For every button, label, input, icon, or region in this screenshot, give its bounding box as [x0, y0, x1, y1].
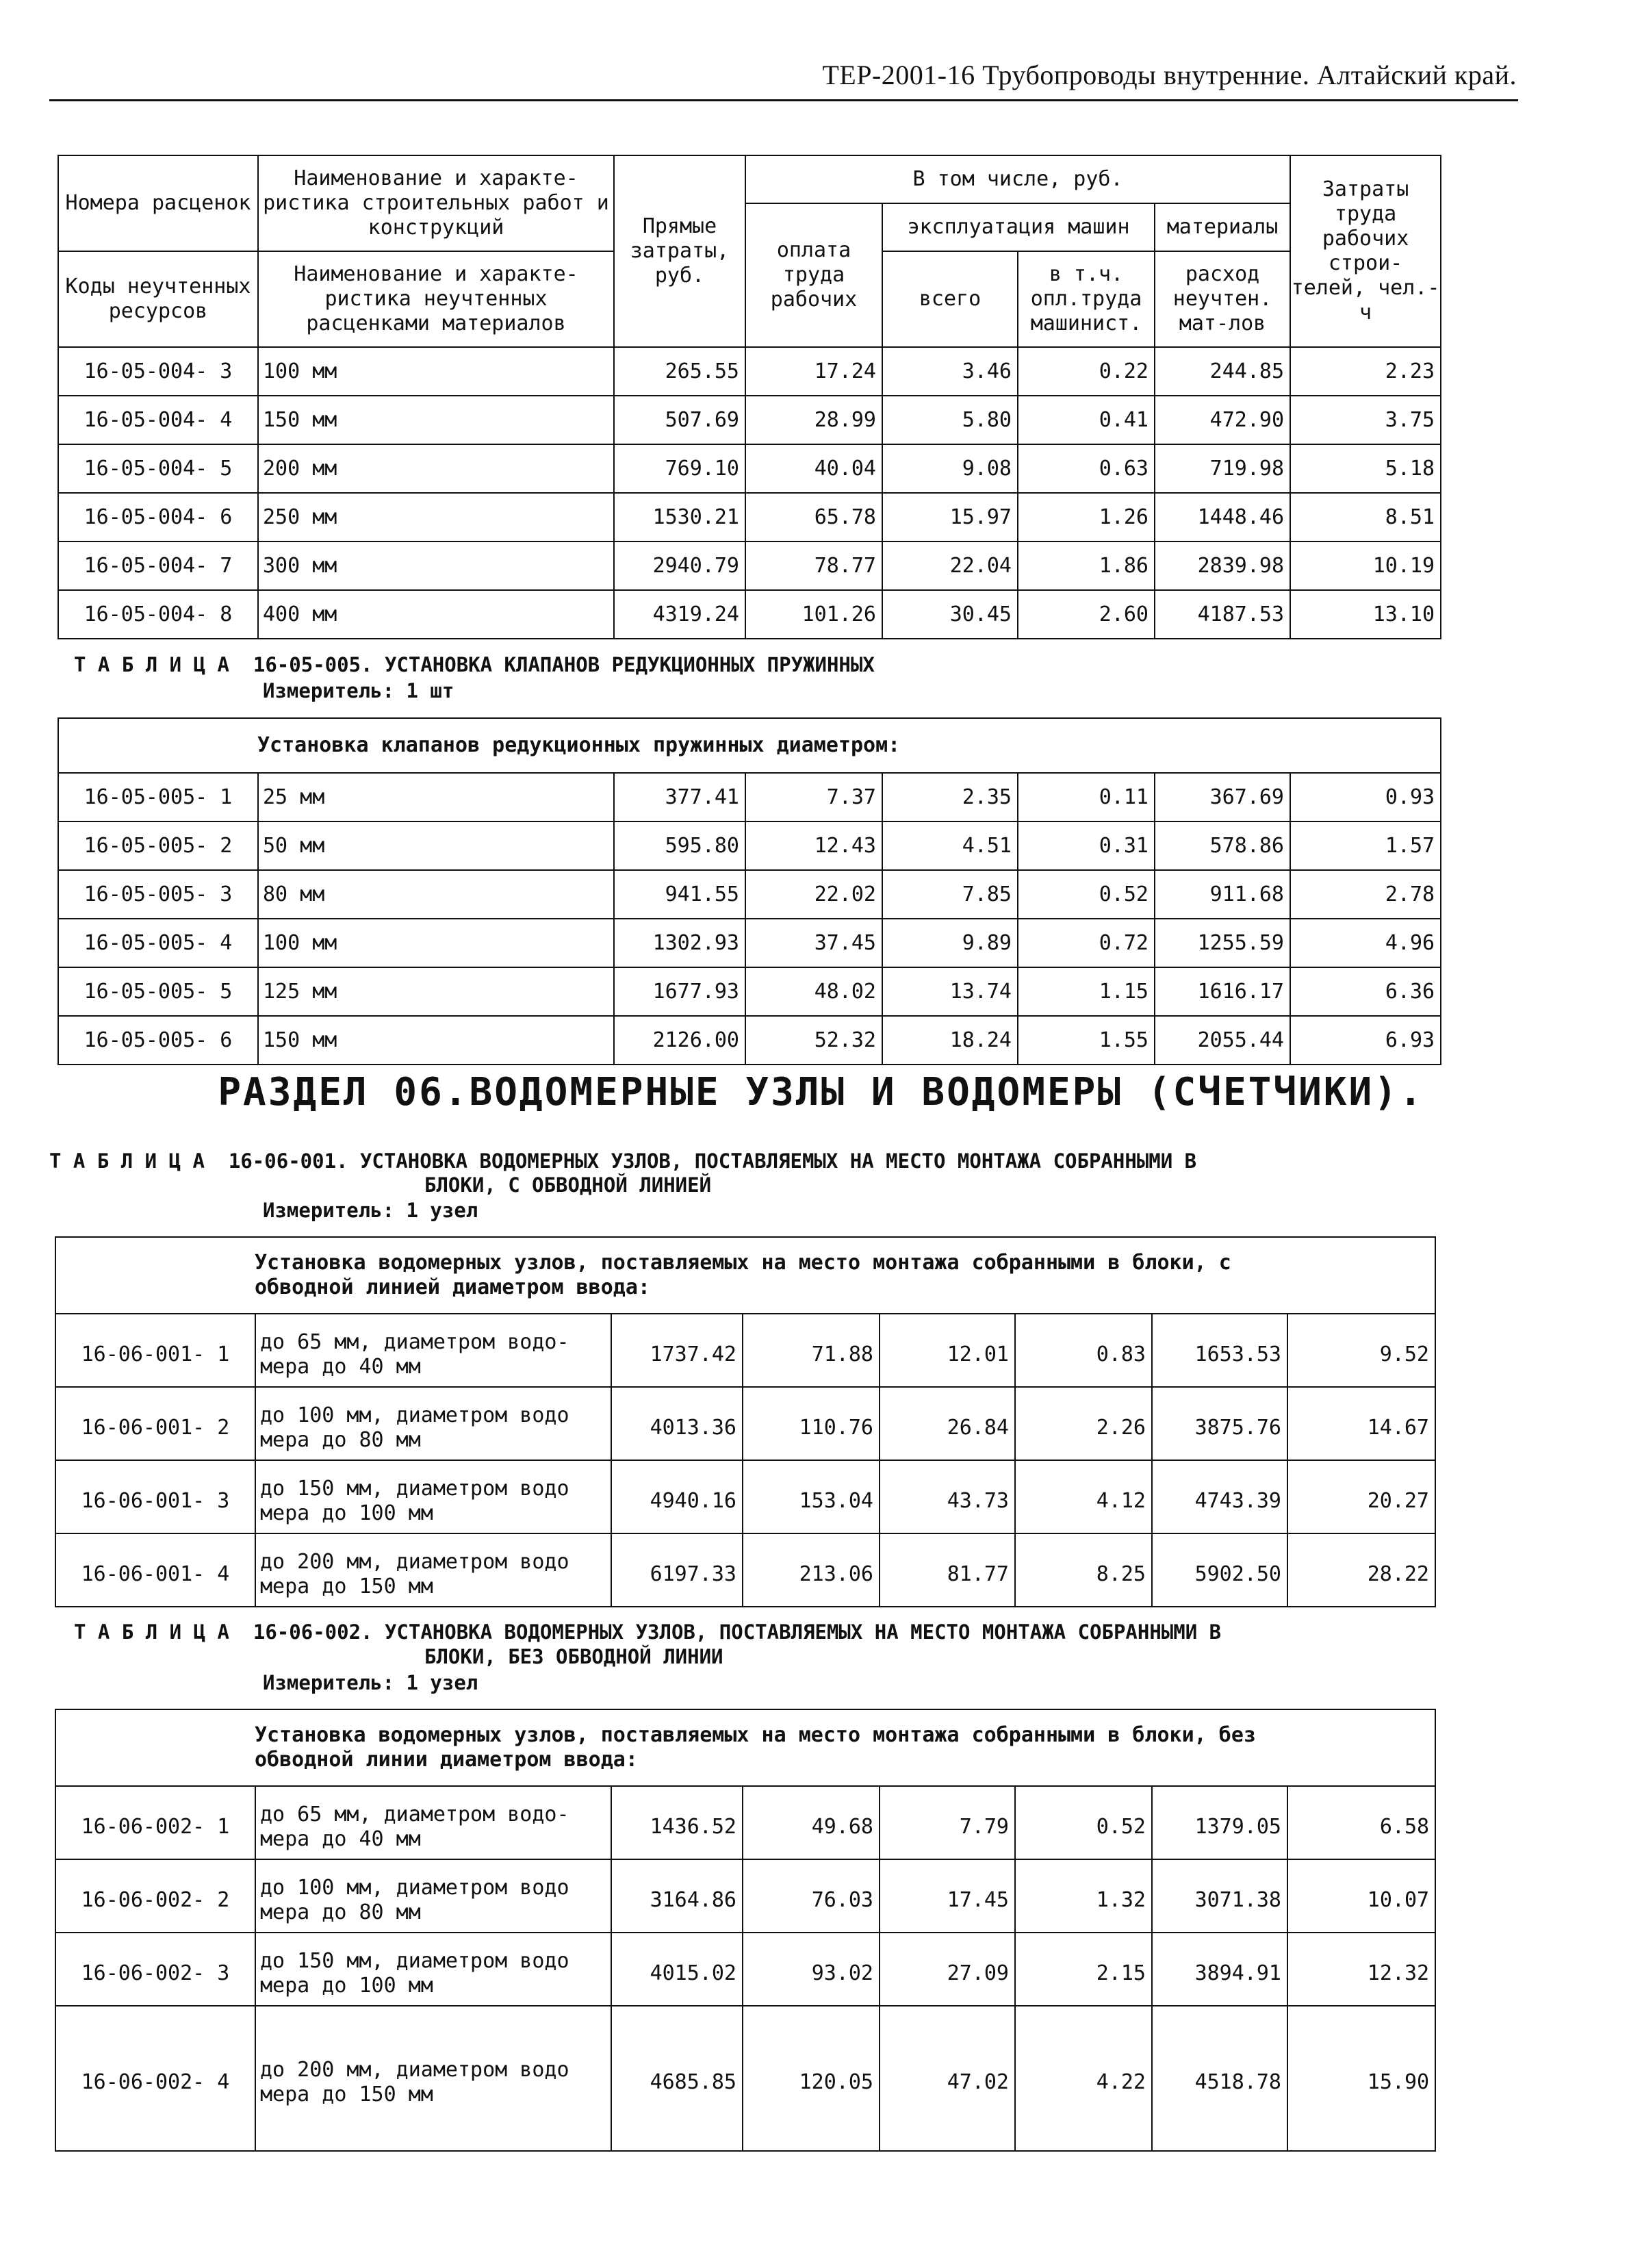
table-row [58, 444, 1441, 493]
item-name-cell [255, 1933, 611, 2006]
direct-cost-cell: 4013.36 [611, 1387, 743, 1460]
rate-code-cell: 16-05-004- 7 [58, 541, 258, 590]
machines-total-cell: 9.89 [882, 919, 1018, 967]
measure-16-05-005: Измеритель: 1 шт [263, 679, 454, 702]
table-row [58, 870, 1441, 919]
labor-hours-cell: 6.93 [1290, 1016, 1441, 1065]
table-row [55, 1314, 1435, 1387]
direct-cost-cell: 1302.93 [614, 919, 745, 967]
operator-pay-cell: 4.22 [1015, 2006, 1152, 2151]
item-name-cell [255, 1859, 611, 1933]
item-name-line: мера до 150 мм [260, 2082, 433, 2106]
table-row [55, 1859, 1435, 1933]
item-name-cell: 80 мм [258, 870, 614, 919]
item-name-cell [255, 1533, 611, 1607]
materials-cost-cell: 1448.46 [1155, 493, 1290, 541]
item-name-cell: 150 мм [258, 396, 614, 444]
direct-cost-cell: 2126.00 [614, 1016, 745, 1065]
table-row [58, 347, 1441, 396]
rate-code-cell: 16-06-001- 2 [55, 1387, 255, 1460]
item-name-cell [255, 1786, 611, 1859]
labor-pay-cell: 12.43 [745, 821, 882, 870]
operator-pay-cell: 0.52 [1018, 870, 1155, 919]
machines-total-cell: 9.08 [882, 444, 1018, 493]
machines-total-cell: 22.04 [882, 541, 1018, 590]
operator-pay-cell: 2.60 [1018, 590, 1155, 639]
table-row [58, 541, 1441, 590]
operator-pay-cell: 0.41 [1018, 396, 1155, 444]
item-name-cell [255, 1314, 611, 1387]
col-header-material-name: Наименование и характе- ристика неучтенных расценками материалов [258, 251, 614, 347]
materials-cost-cell: 1653.53 [1152, 1314, 1287, 1387]
labor-pay-cell: 22.02 [745, 870, 882, 919]
measure-16-06-001: Измеритель: 1 узел [263, 1199, 478, 1222]
direct-cost-cell: 2940.79 [614, 541, 745, 590]
labor-pay-cell: 78.77 [745, 541, 882, 590]
direct-cost-cell: 3164.86 [611, 1859, 743, 1933]
item-name-line: мера до 150 мм [260, 1574, 433, 1598]
materials-cost-cell: 578.86 [1155, 821, 1290, 870]
direct-cost-cell: 769.10 [614, 444, 745, 493]
direct-cost-cell: 265.55 [614, 347, 745, 396]
operator-pay-cell: 0.52 [1015, 1786, 1152, 1859]
direct-cost-cell: 507.69 [614, 396, 745, 444]
operator-pay-cell: 0.63 [1018, 444, 1155, 493]
measure-16-06-002: Измеритель: 1 узел [263, 1671, 478, 1694]
col-header-machines-total: всего [882, 251, 1018, 347]
table-row [58, 590, 1441, 639]
table-caption-16-06-002-line1: Т А Б Л И Ц А 16-06-002. УСТАНОВКА ВОДОМЕРНЫХ УЗЛОВ, ПОСТАВЛЯЕМЫХ НА МЕСТО МОНТАЖА СОБРАННЫМИ В [74, 1620, 1222, 1644]
item-name-cell [255, 1387, 611, 1460]
materials-cost-cell: 3894.91 [1152, 1933, 1287, 2006]
table-row [58, 1016, 1441, 1065]
table-caption-16-06-001-line2: БЛОКИ, С ОБВОДНОЙ ЛИНИЕЙ [424, 1173, 712, 1197]
col-header-rate-numbers: Номера расценок [58, 155, 258, 251]
table-caption-16-05-005: Т А Б Л И Ц А 16-05-005. УСТАНОВКА КЛАПАНОВ РЕДУКЦИОННЫХ ПРУЖИННЫХ [74, 653, 875, 676]
labor-pay-cell: 48.02 [745, 967, 882, 1016]
operator-pay-cell: 4.12 [1015, 1460, 1152, 1533]
labor-pay-cell: 93.02 [743, 1933, 880, 2006]
direct-cost-cell: 941.55 [614, 870, 745, 919]
machines-total-cell: 2.35 [882, 773, 1018, 821]
labor-hours-cell: 2.78 [1290, 870, 1441, 919]
direct-cost-cell: 1530.21 [614, 493, 745, 541]
materials-cost-cell: 4187.53 [1155, 590, 1290, 639]
labor-hours-cell: 10.07 [1287, 1859, 1435, 1933]
col-header-machines: эксплуатация машин [882, 203, 1155, 251]
item-name-cell [255, 1460, 611, 1533]
labor-pay-cell: 17.24 [745, 347, 882, 396]
col-header-direct-costs: Прямые затраты, руб. [614, 155, 745, 347]
item-name-line: мера до 100 мм [260, 1501, 433, 1525]
labor-pay-cell: 52.32 [745, 1016, 882, 1065]
machines-total-cell: 15.97 [882, 493, 1018, 541]
direct-cost-cell: 4940.16 [611, 1460, 743, 1533]
item-name-cell [255, 2006, 611, 2151]
direct-cost-cell: 595.80 [614, 821, 745, 870]
labor-hours-cell: 13.10 [1290, 590, 1441, 639]
rate-code-cell: 16-06-002- 1 [55, 1786, 255, 1859]
item-name-cell: 300 мм [258, 541, 614, 590]
materials-cost-cell: 5902.50 [1152, 1533, 1287, 1607]
labor-hours-cell: 4.96 [1290, 919, 1441, 967]
materials-cost-cell: 3071.38 [1152, 1859, 1287, 1933]
machines-total-cell: 12.01 [880, 1314, 1015, 1387]
labor-hours-cell: 1.57 [1290, 821, 1441, 870]
item-name-line: мера до 80 мм [260, 1900, 421, 1924]
item-name-cell: 50 мм [258, 821, 614, 870]
table-label-16-06-002 [55, 1709, 1435, 1786]
table-row [58, 773, 1441, 821]
table-row [55, 2006, 1435, 2151]
machines-total-cell: 5.80 [882, 396, 1018, 444]
table-label-16-06-001-line2: обводной линией диаметром ввода: [255, 1275, 650, 1299]
col-header-resource-codes: Коды неучтенных ресурсов [58, 251, 258, 347]
table-label-16-05-005: Установка клапанов редукционных пружинных диаметром: [58, 718, 1441, 773]
operator-pay-cell: 1.15 [1018, 967, 1155, 1016]
table-label-16-06-001-line1: Установка водомерных узлов, поставляемых на место монтажа собранными в блоки, с [255, 1251, 1231, 1275]
machines-total-cell: 27.09 [880, 1933, 1015, 2006]
materials-cost-cell: 2055.44 [1155, 1016, 1290, 1065]
rate-code-cell: 16-05-005- 4 [58, 919, 258, 967]
labor-pay-cell: 65.78 [745, 493, 882, 541]
col-header-materials-sub: расход неучтен. мат-лов [1155, 251, 1290, 347]
item-name-cell: 150 мм [258, 1016, 614, 1065]
labor-pay-cell: 7.37 [745, 773, 882, 821]
table-row [55, 1387, 1435, 1460]
machines-total-cell: 26.84 [880, 1387, 1015, 1460]
materials-cost-cell: 3875.76 [1152, 1387, 1287, 1460]
item-name-line: до 100 мм, диаметром водо [260, 1875, 569, 1900]
item-name-cell: 200 мм [258, 444, 614, 493]
item-name-line: до 200 мм, диаметром водо [260, 2058, 569, 2082]
rate-code-cell: 16-05-004- 3 [58, 347, 258, 396]
machines-total-cell: 43.73 [880, 1460, 1015, 1533]
col-header-machines-operators: в т.ч. опл.труда машинист. [1018, 251, 1155, 347]
col-header-materials: материалы [1155, 203, 1290, 251]
labor-pay-cell: 76.03 [743, 1859, 880, 1933]
item-name-line: до 150 мм, диаметром водо [260, 1476, 569, 1501]
materials-cost-cell: 1379.05 [1152, 1786, 1287, 1859]
machines-total-cell: 3.46 [882, 347, 1018, 396]
labor-pay-cell: 101.26 [745, 590, 882, 639]
operator-pay-cell: 0.11 [1018, 773, 1155, 821]
materials-cost-cell: 1255.59 [1155, 919, 1290, 967]
table-label-16-06-001 [55, 1237, 1435, 1314]
section-title: РАЗДЕЛ 06.ВОДОМЕРНЫЕ УЗЛЫ И ВОДОМЕРЫ (СЧЕТЧИКИ). [218, 1070, 1424, 1114]
labor-hours-cell: 28.22 [1287, 1533, 1435, 1607]
labor-pay-cell: 120.05 [743, 2006, 880, 2151]
rate-code-cell: 16-06-002- 4 [55, 2006, 255, 2151]
rate-code-cell: 16-05-005- 5 [58, 967, 258, 1016]
labor-pay-cell: 28.99 [745, 396, 882, 444]
rate-code-cell: 16-05-005- 2 [58, 821, 258, 870]
operator-pay-cell: 1.86 [1018, 541, 1155, 590]
operator-pay-cell: 1.55 [1018, 1016, 1155, 1065]
rate-code-cell: 16-05-004- 8 [58, 590, 258, 639]
header-rule [49, 99, 1518, 101]
rates-table-16-05-004 [57, 155, 1441, 639]
item-name-line: до 65 мм, диаметром водо- [260, 1329, 569, 1354]
rate-code-cell: 16-05-004- 4 [58, 396, 258, 444]
machines-total-cell: 81.77 [880, 1533, 1015, 1607]
table-row [58, 967, 1441, 1016]
item-name-cell: 250 мм [258, 493, 614, 541]
labor-hours-cell: 10.19 [1290, 541, 1441, 590]
rate-code-cell: 16-06-002- 2 [55, 1859, 255, 1933]
rate-code-cell: 16-05-004- 5 [58, 444, 258, 493]
machines-total-cell: 13.74 [882, 967, 1018, 1016]
labor-pay-cell: 110.76 [743, 1387, 880, 1460]
operator-pay-cell: 0.83 [1015, 1314, 1152, 1387]
labor-pay-cell: 213.06 [743, 1533, 880, 1607]
materials-cost-cell: 367.69 [1155, 773, 1290, 821]
direct-cost-cell: 4319.24 [614, 590, 745, 639]
materials-cost-cell: 911.68 [1155, 870, 1290, 919]
table-caption-16-06-002-line2: БЛОКИ, БЕЗ ОБВОДНОЙ ЛИНИИ [424, 1645, 723, 1668]
item-name-line: до 200 мм, диаметром водо [260, 1549, 569, 1574]
rate-code-cell: 16-05-005- 1 [58, 773, 258, 821]
operator-pay-cell: 1.32 [1015, 1859, 1152, 1933]
labor-pay-cell: 40.04 [745, 444, 882, 493]
labor-hours-cell: 2.23 [1290, 347, 1441, 396]
item-name-line: мера до 40 мм [260, 1826, 421, 1851]
item-name-cell: 400 мм [258, 590, 614, 639]
operator-pay-cell: 8.25 [1015, 1533, 1152, 1607]
machines-total-cell: 17.45 [880, 1859, 1015, 1933]
materials-cost-cell: 719.98 [1155, 444, 1290, 493]
table-caption-16-06-001-line1: Т А Б Л И Ц А 16-06-001. УСТАНОВКА ВОДОМЕРНЫХ УЗЛОВ, ПОСТАВЛЯЕМЫХ НА МЕСТО МОНТАЖА СОБРАННЫМИ В [49, 1149, 1197, 1173]
table-row [55, 1786, 1435, 1859]
labor-hours-cell: 20.27 [1287, 1460, 1435, 1533]
page-header: ТЕР-2001-16 Трубопроводы внутренние. Алтайский край. [822, 60, 1517, 90]
operator-pay-cell: 0.31 [1018, 821, 1155, 870]
table-row [58, 919, 1441, 967]
labor-hours-cell: 6.36 [1290, 967, 1441, 1016]
machines-total-cell: 30.45 [882, 590, 1018, 639]
labor-hours-cell: 14.67 [1287, 1387, 1435, 1460]
operator-pay-cell: 0.72 [1018, 919, 1155, 967]
labor-pay-cell: 153.04 [743, 1460, 880, 1533]
rates-table-16-06-001 [55, 1236, 1436, 1607]
item-name-line: мера до 40 мм [260, 1354, 421, 1379]
table-row [55, 1460, 1435, 1533]
direct-cost-cell: 6197.33 [611, 1533, 743, 1607]
table-row [55, 1533, 1435, 1607]
item-name-line: до 65 мм, диаметром водо- [260, 1802, 569, 1826]
table-label-16-06-002-line1: Установка водомерных узлов, поставляемых на место монтажа собранными в блоки, без [255, 1723, 1256, 1747]
direct-cost-cell: 1436.52 [611, 1786, 743, 1859]
rate-code-cell: 16-06-002- 3 [55, 1933, 255, 2006]
rate-code-cell: 16-06-001- 3 [55, 1460, 255, 1533]
labor-pay-cell: 49.68 [743, 1786, 880, 1859]
labor-hours-cell: 6.58 [1287, 1786, 1435, 1859]
rate-code-cell: 16-05-005- 3 [58, 870, 258, 919]
machines-total-cell: 7.79 [880, 1786, 1015, 1859]
table-row [55, 1933, 1435, 2006]
col-header-labor: Затраты труда рабочих строи- телей, чел.-ч [1290, 155, 1441, 347]
item-name-cell: 100 мм [258, 347, 614, 396]
table-row [58, 396, 1441, 444]
col-header-including: В том числе, руб. [745, 155, 1290, 203]
labor-hours-cell: 3.75 [1290, 396, 1441, 444]
labor-hours-cell: 0.93 [1290, 773, 1441, 821]
item-name-line: до 100 мм, диаметром водо [260, 1403, 569, 1427]
labor-pay-cell: 71.88 [743, 1314, 880, 1387]
labor-hours-cell: 8.51 [1290, 493, 1441, 541]
item-name-cell: 100 мм [258, 919, 614, 967]
operator-pay-cell: 2.26 [1015, 1387, 1152, 1460]
materials-cost-cell: 244.85 [1155, 347, 1290, 396]
machines-total-cell: 4.51 [882, 821, 1018, 870]
rate-code-cell: 16-05-004- 6 [58, 493, 258, 541]
table-label-16-06-002-line2: обводной линии диаметром ввода: [255, 1748, 638, 1772]
direct-cost-cell: 377.41 [614, 773, 745, 821]
table-row [58, 821, 1441, 870]
item-name-line: мера до 80 мм [260, 1427, 421, 1452]
machines-total-cell: 47.02 [880, 2006, 1015, 2151]
item-name-cell: 25 мм [258, 773, 614, 821]
machines-total-cell: 7.85 [882, 870, 1018, 919]
materials-cost-cell: 2839.98 [1155, 541, 1290, 590]
item-name-cell: 125 мм [258, 967, 614, 1016]
materials-cost-cell: 4518.78 [1152, 2006, 1287, 2151]
col-header-labor-pay: оплата труда рабочих [745, 203, 882, 347]
direct-cost-cell: 1737.42 [611, 1314, 743, 1387]
rate-code-cell: 16-06-001- 4 [55, 1533, 255, 1607]
item-name-line: до 150 мм, диаметром водо [260, 1948, 569, 1973]
direct-cost-cell: 4685.85 [611, 2006, 743, 2151]
item-name-line: мера до 100 мм [260, 1973, 433, 1998]
operator-pay-cell: 1.26 [1018, 493, 1155, 541]
materials-cost-cell: 4743.39 [1152, 1460, 1287, 1533]
labor-hours-cell: 9.52 [1287, 1314, 1435, 1387]
operator-pay-cell: 0.22 [1018, 347, 1155, 396]
rates-table-16-05-005 [57, 717, 1441, 1065]
labor-hours-cell: 12.32 [1287, 1933, 1435, 2006]
labor-pay-cell: 37.45 [745, 919, 882, 967]
materials-cost-cell: 1616.17 [1155, 967, 1290, 1016]
col-header-work-name: Наименование и характе- ристика строительных работ и конструкций [258, 155, 614, 251]
operator-pay-cell: 2.15 [1015, 1933, 1152, 2006]
table-row [58, 493, 1441, 541]
direct-cost-cell: 1677.93 [614, 967, 745, 1016]
rates-table-16-06-002 [55, 1709, 1436, 2152]
labor-hours-cell: 5.18 [1290, 444, 1441, 493]
direct-cost-cell: 4015.02 [611, 1933, 743, 2006]
materials-cost-cell: 472.90 [1155, 396, 1290, 444]
rate-code-cell: 16-05-005- 6 [58, 1016, 258, 1065]
machines-total-cell: 18.24 [882, 1016, 1018, 1065]
rate-code-cell: 16-06-001- 1 [55, 1314, 255, 1387]
labor-hours-cell: 15.90 [1287, 2006, 1435, 2151]
